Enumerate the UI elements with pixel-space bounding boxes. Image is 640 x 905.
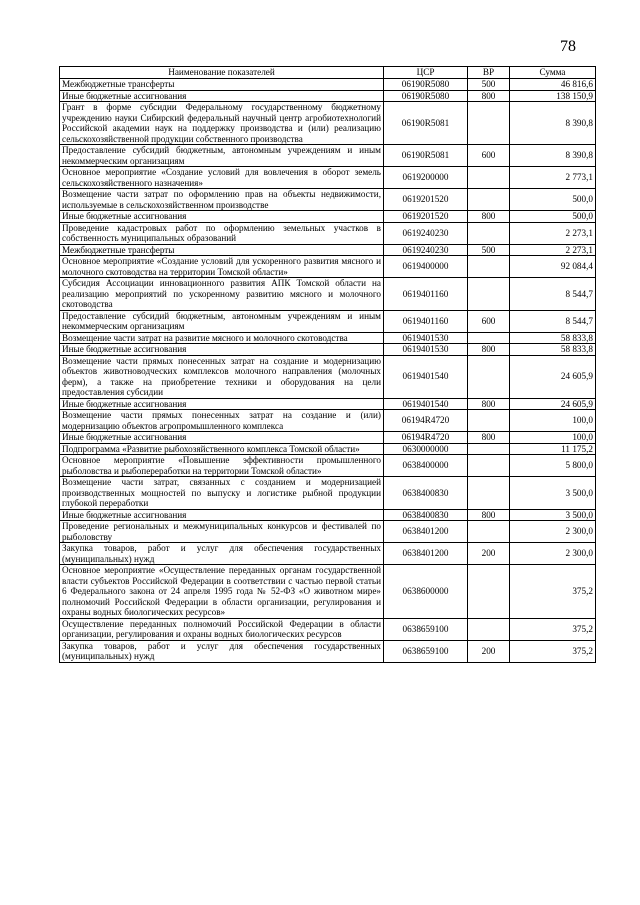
cell-vr xyxy=(468,332,510,344)
cell-name: Основное мероприятие «Создание условий для вовлечения в оборот земель сельскохозяйственного назначения» xyxy=(60,167,384,189)
cell-vr xyxy=(468,410,510,432)
cell-name: Иные бюджетные ассигнования xyxy=(60,509,384,521)
table-row xyxy=(60,477,596,510)
cell-name: Иные бюджетные ассигнования xyxy=(60,90,384,102)
cell-name: Иные бюджетные ассигнования xyxy=(60,398,384,410)
cell-csr: 0619401540 xyxy=(384,398,468,410)
cell-name: Возмещение части прямых понесенных затрат на создание и модернизацию объектов животноводческих комплексов молочного направления (молочных ферм), а также на приобретение техники и оборудования на цели предоставления субсидии xyxy=(60,355,384,398)
cell-csr: 0619200000 xyxy=(384,167,468,189)
table-row xyxy=(60,167,596,189)
cell-csr: 0619400000 xyxy=(384,256,468,278)
table-row xyxy=(60,355,596,398)
cell-sum: 2 300,0 xyxy=(510,543,596,565)
cell-name: Осуществление переданных полномочий Российской Федерации в области организации, регулирования и охраны водных биологических ресурсов xyxy=(60,618,384,640)
table-row xyxy=(60,90,596,102)
table-row xyxy=(60,102,596,145)
cell-sum: 2 300,0 xyxy=(510,521,596,543)
cell-csr: 0638400000 xyxy=(384,455,468,477)
cell-csr: 0619201520 xyxy=(384,211,468,223)
cell-sum: 58 833,8 xyxy=(510,332,596,344)
table-header-row xyxy=(60,67,596,79)
cell-name: Межбюджетные трансферты xyxy=(60,79,384,91)
cell-csr: 0619401160 xyxy=(384,310,468,332)
table-row xyxy=(60,509,596,521)
cell-vr xyxy=(468,618,510,640)
header-csr: ЦСР xyxy=(384,67,468,79)
cell-csr: 0638659100 xyxy=(384,640,468,662)
table-row xyxy=(60,278,596,311)
cell-sum: 24 605,9 xyxy=(510,398,596,410)
budget-table xyxy=(59,66,596,663)
header-vr: ВР xyxy=(468,67,510,79)
cell-csr: 0638659100 xyxy=(384,618,468,640)
cell-name: Проведение региональных и межмуниципальных конкурсов и фестивалей по рыболовству xyxy=(60,521,384,543)
cell-vr: 800 xyxy=(468,398,510,410)
cell-name: Предоставление субсидий бюджетным, автономным учреждениям и иным некоммерческим организациям xyxy=(60,310,384,332)
cell-name: Возмещение части прямых понесенных затрат на создание и (или) модернизацию объектов агропромышленного комплекса xyxy=(60,410,384,432)
cell-name: Подпрограмма «Развитие рыбохозяйственного комплекса Томской области» xyxy=(60,443,384,455)
cell-csr: 0638600000 xyxy=(384,565,468,619)
cell-vr xyxy=(468,455,510,477)
cell-name: Предоставление субсидий бюджетным, автономным учреждениям и иным некоммерческим организациям xyxy=(60,145,384,167)
cell-vr xyxy=(468,256,510,278)
cell-csr: 06194R4720 xyxy=(384,410,468,432)
cell-vr xyxy=(468,355,510,398)
table-row xyxy=(60,618,596,640)
cell-csr: 0619401160 xyxy=(384,278,468,311)
table-row xyxy=(60,145,596,167)
cell-vr: 200 xyxy=(468,640,510,662)
cell-vr xyxy=(468,521,510,543)
cell-vr: 500 xyxy=(468,79,510,91)
cell-vr xyxy=(468,222,510,244)
cell-name: Закупка товаров, работ и услуг для обеспечения государственных (муниципальных) нужд xyxy=(60,543,384,565)
table-row xyxy=(60,310,596,332)
cell-name: Проведение кадастровых работ по оформлению земельных участков в собственность муниципальных образований xyxy=(60,222,384,244)
cell-name: Иные бюджетные ассигнования xyxy=(60,211,384,223)
cell-name: Грант в форме субсидии Федеральному государственному бюджетному учреждению науки Сибирский федеральный научный центр агробиотехнологий Российской академии наук на поддержку производства и (или) реализацию сельскохозяйственной продукции собственного производства xyxy=(60,102,384,145)
cell-csr: 06190R5080 xyxy=(384,90,468,102)
cell-name: Межбюджетные трансферты xyxy=(60,244,384,256)
cell-name: Иные бюджетные ассигнования xyxy=(60,432,384,444)
cell-csr: 0619201520 xyxy=(384,189,468,211)
cell-csr: 0638400830 xyxy=(384,509,468,521)
cell-csr: 06190R5081 xyxy=(384,102,468,145)
cell-vr xyxy=(468,278,510,311)
table-row xyxy=(60,332,596,344)
cell-vr: 600 xyxy=(468,145,510,167)
cell-name: Основное мероприятие «Повышение эффективности промышленного рыболовства и рыбопереработки на территории Томской области» xyxy=(60,455,384,477)
cell-sum: 375,2 xyxy=(510,618,596,640)
table-row xyxy=(60,443,596,455)
table-row xyxy=(60,344,596,356)
cell-vr: 800 xyxy=(468,90,510,102)
cell-sum: 8 390,8 xyxy=(510,145,596,167)
cell-sum: 24 605,9 xyxy=(510,355,596,398)
cell-sum: 375,2 xyxy=(510,565,596,619)
table-row xyxy=(60,189,596,211)
table-row xyxy=(60,432,596,444)
cell-name: Возмещение части затрат, связанных с созданием и модернизацией производственных мощностей по выпуску и логистике рыбной продукции глубокой переработки xyxy=(60,477,384,510)
cell-vr xyxy=(468,167,510,189)
cell-name: Основное мероприятие «Создание условий для ускоренного развития мясного и молочного скотоводства на территории Томской области» xyxy=(60,256,384,278)
cell-sum: 375,2 xyxy=(510,640,596,662)
table-row xyxy=(60,211,596,223)
cell-sum: 8 544,7 xyxy=(510,310,596,332)
cell-csr: 06190R5080 xyxy=(384,79,468,91)
cell-sum: 5 800,0 xyxy=(510,455,596,477)
table-row xyxy=(60,256,596,278)
cell-vr xyxy=(468,565,510,619)
cell-name: Субсидия Ассоциации инновационного развития АПК Томской области на реализацию мероприятий по ускоренному развитию мясного и молочного скотоводства xyxy=(60,278,384,311)
cell-vr: 600 xyxy=(468,310,510,332)
table-row xyxy=(60,565,596,619)
cell-sum: 138 150,9 xyxy=(510,90,596,102)
cell-vr xyxy=(468,477,510,510)
cell-csr: 0638401200 xyxy=(384,521,468,543)
cell-sum: 8 544,7 xyxy=(510,278,596,311)
cell-sum: 3 500,0 xyxy=(510,509,596,521)
cell-vr xyxy=(468,189,510,211)
cell-sum: 2 273,1 xyxy=(510,222,596,244)
cell-csr: 06190R5081 xyxy=(384,145,468,167)
cell-csr: 0619401540 xyxy=(384,355,468,398)
cell-vr: 800 xyxy=(468,211,510,223)
cell-csr: 0619401530 xyxy=(384,332,468,344)
cell-sum: 100,0 xyxy=(510,410,596,432)
cell-vr: 800 xyxy=(468,509,510,521)
cell-sum: 100,0 xyxy=(510,432,596,444)
cell-vr: 500 xyxy=(468,244,510,256)
cell-sum: 3 500,0 xyxy=(510,477,596,510)
cell-csr: 0630000000 xyxy=(384,443,468,455)
cell-sum: 58 833,8 xyxy=(510,344,596,356)
cell-sum: 92 084,4 xyxy=(510,256,596,278)
cell-sum: 2 773,1 xyxy=(510,167,596,189)
cell-csr: 0619240230 xyxy=(384,244,468,256)
table-row xyxy=(60,521,596,543)
table-row xyxy=(60,410,596,432)
table-row xyxy=(60,640,596,662)
cell-sum: 2 273,1 xyxy=(510,244,596,256)
table-row xyxy=(60,244,596,256)
cell-vr xyxy=(468,443,510,455)
cell-vr: 800 xyxy=(468,432,510,444)
table-row xyxy=(60,543,596,565)
table-row xyxy=(60,79,596,91)
table-row xyxy=(60,455,596,477)
cell-csr: 0638401200 xyxy=(384,543,468,565)
cell-csr: 06194R4720 xyxy=(384,432,468,444)
cell-csr: 0619240230 xyxy=(384,222,468,244)
cell-sum: 500,0 xyxy=(510,211,596,223)
cell-sum: 46 816,6 xyxy=(510,79,596,91)
cell-sum: 11 175,2 xyxy=(510,443,596,455)
cell-name: Возмещение части затрат по оформлению прав на объекты недвижимости, используемые в сельскохозяйственном производстве xyxy=(60,189,384,211)
cell-vr xyxy=(468,102,510,145)
cell-csr: 0638400830 xyxy=(384,477,468,510)
cell-vr: 800 xyxy=(468,344,510,356)
header-name: Наименование показателей xyxy=(60,67,384,79)
header-sum: Сумма xyxy=(510,67,596,79)
cell-name: Возмещение части затрат на развитие мясного и молочного скотоводства xyxy=(60,332,384,344)
page-number: 78 xyxy=(560,38,576,55)
cell-sum: 8 390,8 xyxy=(510,102,596,145)
cell-sum: 500,0 xyxy=(510,189,596,211)
cell-vr: 200 xyxy=(468,543,510,565)
cell-name: Основное мероприятие «Осуществление переданных органам государственной власти субъектов Российской Федерации в соответствии с частью первой статьи 6 Федерального закона от 24 апреля 1995 года № 52-ФЗ «О животном мире» полномочий Российской Федерации в области организации, регулирования и охраны водных биологических ресурсов» xyxy=(60,565,384,619)
cell-csr: 0619401530 xyxy=(384,344,468,356)
cell-name: Иные бюджетные ассигнования xyxy=(60,344,384,356)
table-row xyxy=(60,222,596,244)
cell-name: Закупка товаров, работ и услуг для обеспечения государственных (муниципальных) нужд xyxy=(60,640,384,662)
table-row xyxy=(60,398,596,410)
